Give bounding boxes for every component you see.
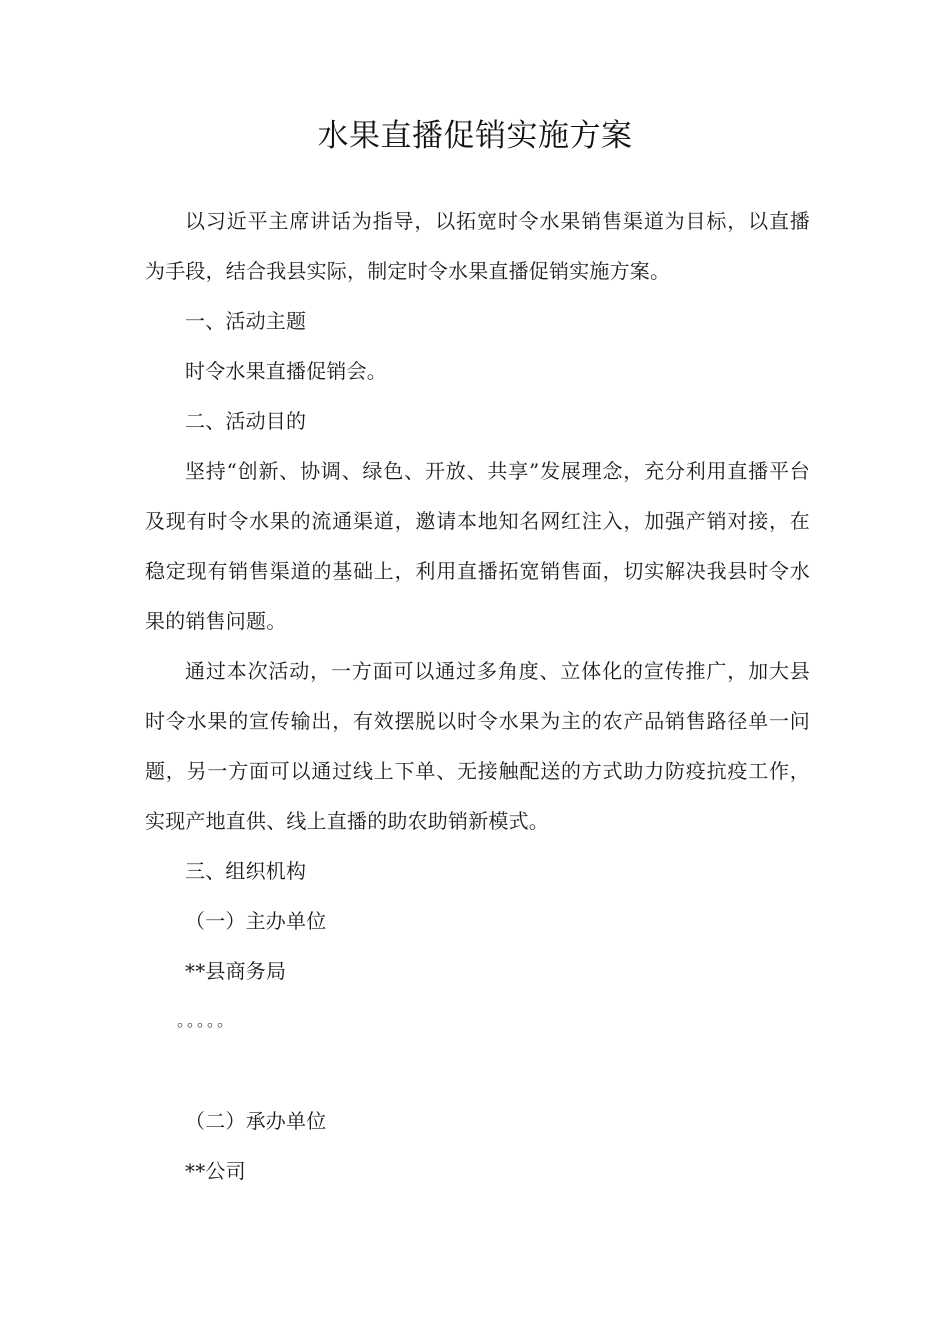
host-unit: **县商务局 bbox=[185, 959, 287, 983]
section-heading-theme: 一、活动主题 bbox=[185, 309, 307, 333]
intro-paragraph: 以习近平主席讲话为指导，以拓宽时令水果销售渠道为目标，以直播为手段，结合我县实际，制定时令水果直播促销实施方案。 bbox=[145, 209, 810, 283]
organizer-unit: **公司 bbox=[185, 1159, 246, 1183]
section-heading-purpose: 二、活动目的 bbox=[185, 409, 307, 433]
blank-line bbox=[145, 1046, 810, 1096]
ellipsis-placeholder: 。。。。。 bbox=[177, 1011, 236, 1030]
document-body bbox=[145, 196, 810, 1196]
document-title: 水果直播促销实施方案 bbox=[317, 118, 633, 154]
subheading-organizer: （二）承办单位 bbox=[185, 1109, 327, 1133]
purpose-paragraph-1: 坚持“创新、协调、绿色、开放、共享”发展理念，充分利用直播平台及现有时令水果的流通渠道，邀请本地知名网红注入，加强产销对接，在稳定现有销售渠道的基础上，利用直播拓宽销售面，切实解决我县时令水果的销售问题。 bbox=[145, 459, 810, 633]
section-heading-organization: 三、组织机构 bbox=[185, 859, 307, 883]
subheading-host: （一）主办单位 bbox=[185, 909, 327, 933]
purpose-paragraph-2: 通过本次活动，一方面可以通过多角度、立体化的宣传推广，加大县时令水果的宣传输出，有效摆脱以时令水果为主的农产品销售路径单一问题，另一方面可以通过线上下单、无接触配送的方式助力防疫抗疫工作，实现产地直供、线上直播的助农助销新模式。 bbox=[145, 659, 810, 833]
theme-paragraph: 时令水果直播促销会。 bbox=[185, 359, 387, 383]
